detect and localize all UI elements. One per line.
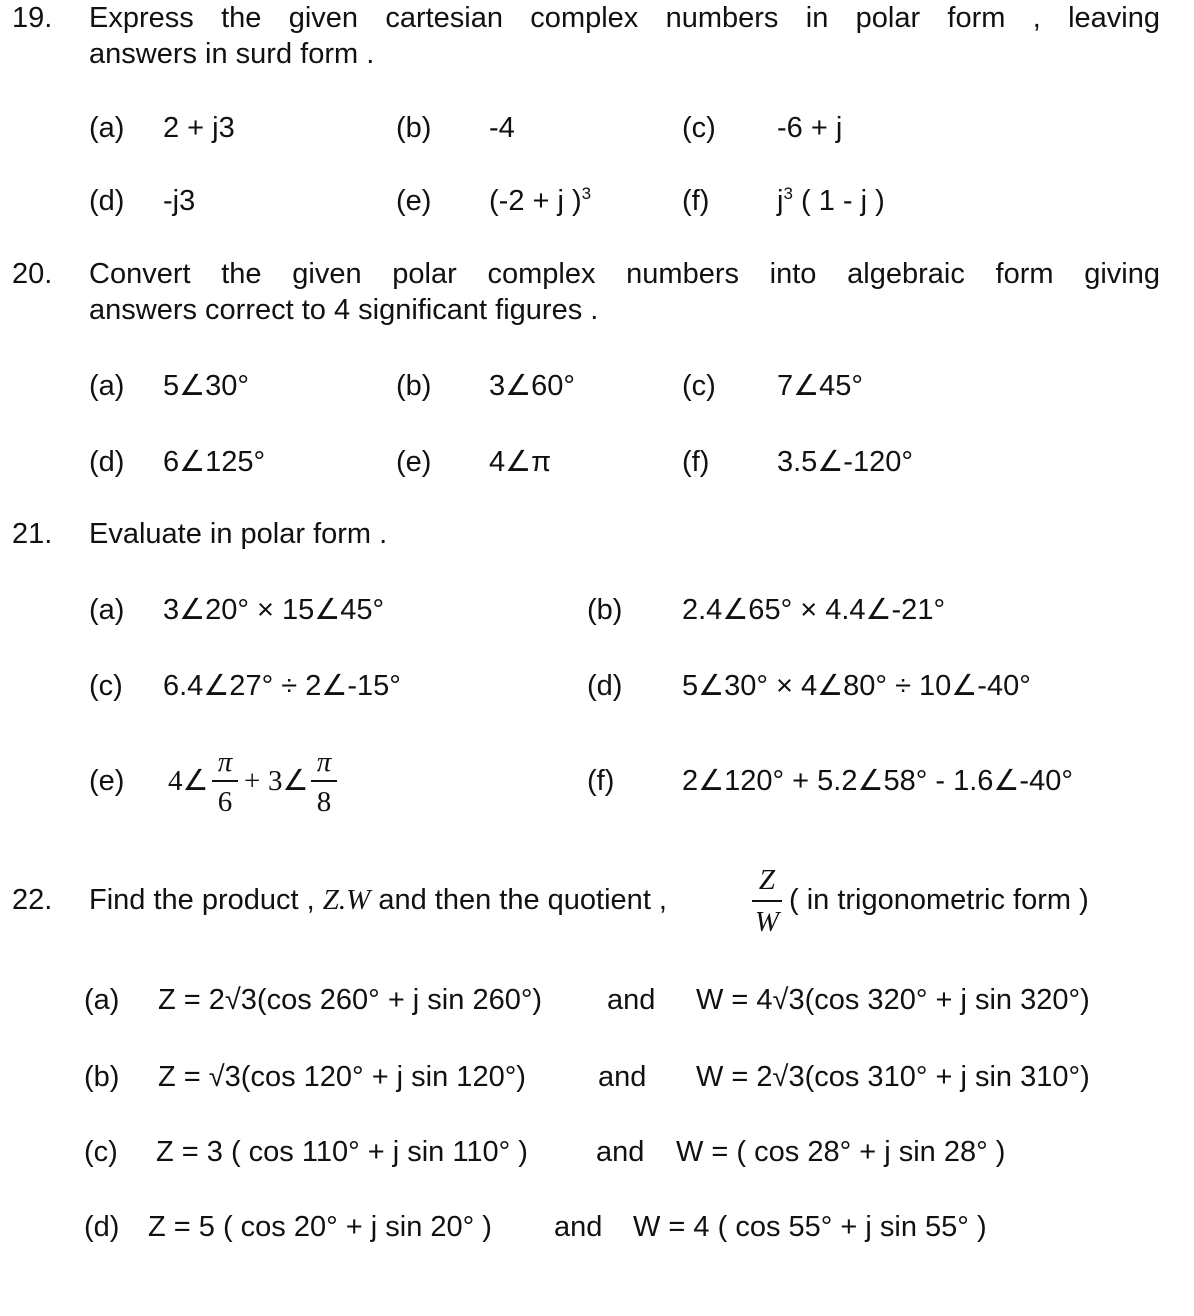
q19-c-label: (c) xyxy=(682,112,716,144)
q19-f-rest: ( 1 - j ) xyxy=(800,185,885,217)
q22-instruction-mid: and then the quotient , xyxy=(378,884,667,916)
q22-fraction-numerator: Z xyxy=(758,864,776,896)
q22-c-z: Z = 3 ( cos 110° + j sin 110° ) xyxy=(156,1136,528,1168)
q21-e-fraction1-denominator: 6 xyxy=(217,786,233,818)
q21-e-fraction2-denominator: 8 xyxy=(316,786,332,818)
q21-e-term1: 4∠ xyxy=(168,765,209,797)
q22-zw-product: Z.W xyxy=(322,884,371,916)
q21-a-label: (a) xyxy=(89,594,125,626)
q19-d-label: (d) xyxy=(89,185,125,217)
q20-c-label: (c) xyxy=(682,370,716,402)
q19-d-expression: -j3 xyxy=(163,185,196,217)
q19-c-expression: -6 + j xyxy=(777,112,843,144)
q20-instruction-line2: answers correct to 4 significant figures . xyxy=(89,294,599,326)
q19-f-base: j xyxy=(777,185,784,217)
q19-e-label: (e) xyxy=(396,185,432,217)
q20-f-expression: 3.5∠-120° xyxy=(777,446,913,478)
q22-a-and: and xyxy=(607,984,656,1016)
q22-instruction-post: ( in trigonometric form ) xyxy=(789,884,1089,916)
q22-fraction-denominator: W xyxy=(754,906,780,938)
q19-instruction-line1: Express the given cartesian complex numbers in polar form , leaving xyxy=(89,2,1160,34)
q22-b-w: W = 2√3(cos 310° + j sin 310°) xyxy=(696,1061,1090,1093)
q22-a-label: (a) xyxy=(84,984,120,1016)
q19-f-label: (f) xyxy=(682,185,710,217)
q20-d-label: (d) xyxy=(89,446,125,478)
q22-d-label: (d) xyxy=(84,1211,120,1243)
q21-e-fraction1 xyxy=(212,748,238,818)
q22-a-z: Z = 2√3(cos 260° + j sin 260°) xyxy=(158,984,543,1016)
q21-d-label: (d) xyxy=(587,670,623,702)
q20-a-expression: 5∠30° xyxy=(163,370,249,402)
q20-instruction-line1: Convert the given polar complex numbers into algebraic form giving xyxy=(89,258,1160,290)
q20-d-expression: 6∠125° xyxy=(163,446,266,478)
q19-b-label: (b) xyxy=(396,112,432,144)
q19-a-label: (a) xyxy=(89,112,125,144)
q19-f-exponent: 3 xyxy=(783,184,793,203)
q21-f-expression: 2∠120° + 5.2∠58° - 1.6∠-40° xyxy=(682,765,1073,797)
q19-instruction-line2: answers in surd form . xyxy=(89,38,375,70)
q22-fraction-bar xyxy=(752,900,782,902)
q22-instruction xyxy=(89,886,667,915)
q21-c-label: (c) xyxy=(89,670,123,702)
q20-c-expression: 7∠45° xyxy=(777,370,863,402)
q19-e-base: (-2 + j ) xyxy=(489,185,582,217)
q21-a-expression: 3∠20° × 15∠45° xyxy=(163,594,385,626)
q21-f-label: (f) xyxy=(587,765,615,797)
q21-e-fraction1-bar xyxy=(212,780,238,782)
q20-a-label: (a) xyxy=(89,370,125,402)
q19-e-expression xyxy=(489,184,592,217)
q21-e-fraction1-numerator: π xyxy=(217,746,233,778)
q22-d-w: W = 4 ( cos 55° + j sin 55° ) xyxy=(633,1211,987,1243)
q20-e-label: (e) xyxy=(396,446,432,478)
q20-e-expression: 4∠π xyxy=(489,446,552,478)
q21-b-label: (b) xyxy=(587,594,623,626)
q21-c-expression: 6.4∠27° ÷ 2∠-15° xyxy=(163,670,401,702)
q22-b-z: Z = √3(cos 120° + j sin 120°) xyxy=(158,1061,526,1093)
q21-e-label: (e) xyxy=(89,765,125,797)
q22-a-w: W = 4√3(cos 320° + j sin 320°) xyxy=(696,984,1090,1016)
q21-e-fraction2-bar xyxy=(311,780,337,782)
q20-number: 20. xyxy=(12,258,53,290)
q21-instruction: Evaluate in polar form . xyxy=(89,518,388,550)
q19-e-exponent: 3 xyxy=(581,184,592,203)
q19-b-expression: -4 xyxy=(489,112,515,144)
q22-quotient-fraction xyxy=(752,866,782,938)
q19-a-expression: 2 + j3 xyxy=(163,112,235,144)
q22-d-z: Z = 5 ( cos 20° + j sin 20° ) xyxy=(148,1211,492,1243)
q21-e-term2: 3∠ xyxy=(268,765,309,797)
q22-c-and: and xyxy=(596,1136,645,1168)
q19-number: 19. xyxy=(12,2,53,34)
q21-number: 21. xyxy=(12,518,53,550)
q22-d-and: and xyxy=(554,1211,603,1243)
q22-instruction-pre: Find the product , xyxy=(89,884,315,916)
q22-c-label: (c) xyxy=(84,1136,118,1168)
q22-b-label: (b) xyxy=(84,1061,120,1093)
q21-e-plus: + xyxy=(244,765,261,797)
q21-e-fraction2 xyxy=(311,748,337,818)
q19-f-expression xyxy=(777,184,885,217)
q22-b-and: and xyxy=(598,1061,647,1093)
q21-d-expression: 5∠30° × 4∠80° ÷ 10∠-40° xyxy=(682,670,1031,702)
q22-c-w: W = ( cos 28° + j sin 28° ) xyxy=(676,1136,1006,1168)
q20-b-expression: 3∠60° xyxy=(489,370,575,402)
q20-f-label: (f) xyxy=(682,446,710,478)
q21-e-fraction2-numerator: π xyxy=(316,746,332,778)
q21-b-expression: 2.4∠65° × 4.4∠-21° xyxy=(682,594,946,626)
q20-b-label: (b) xyxy=(396,370,432,402)
q22-number: 22. xyxy=(12,884,53,916)
